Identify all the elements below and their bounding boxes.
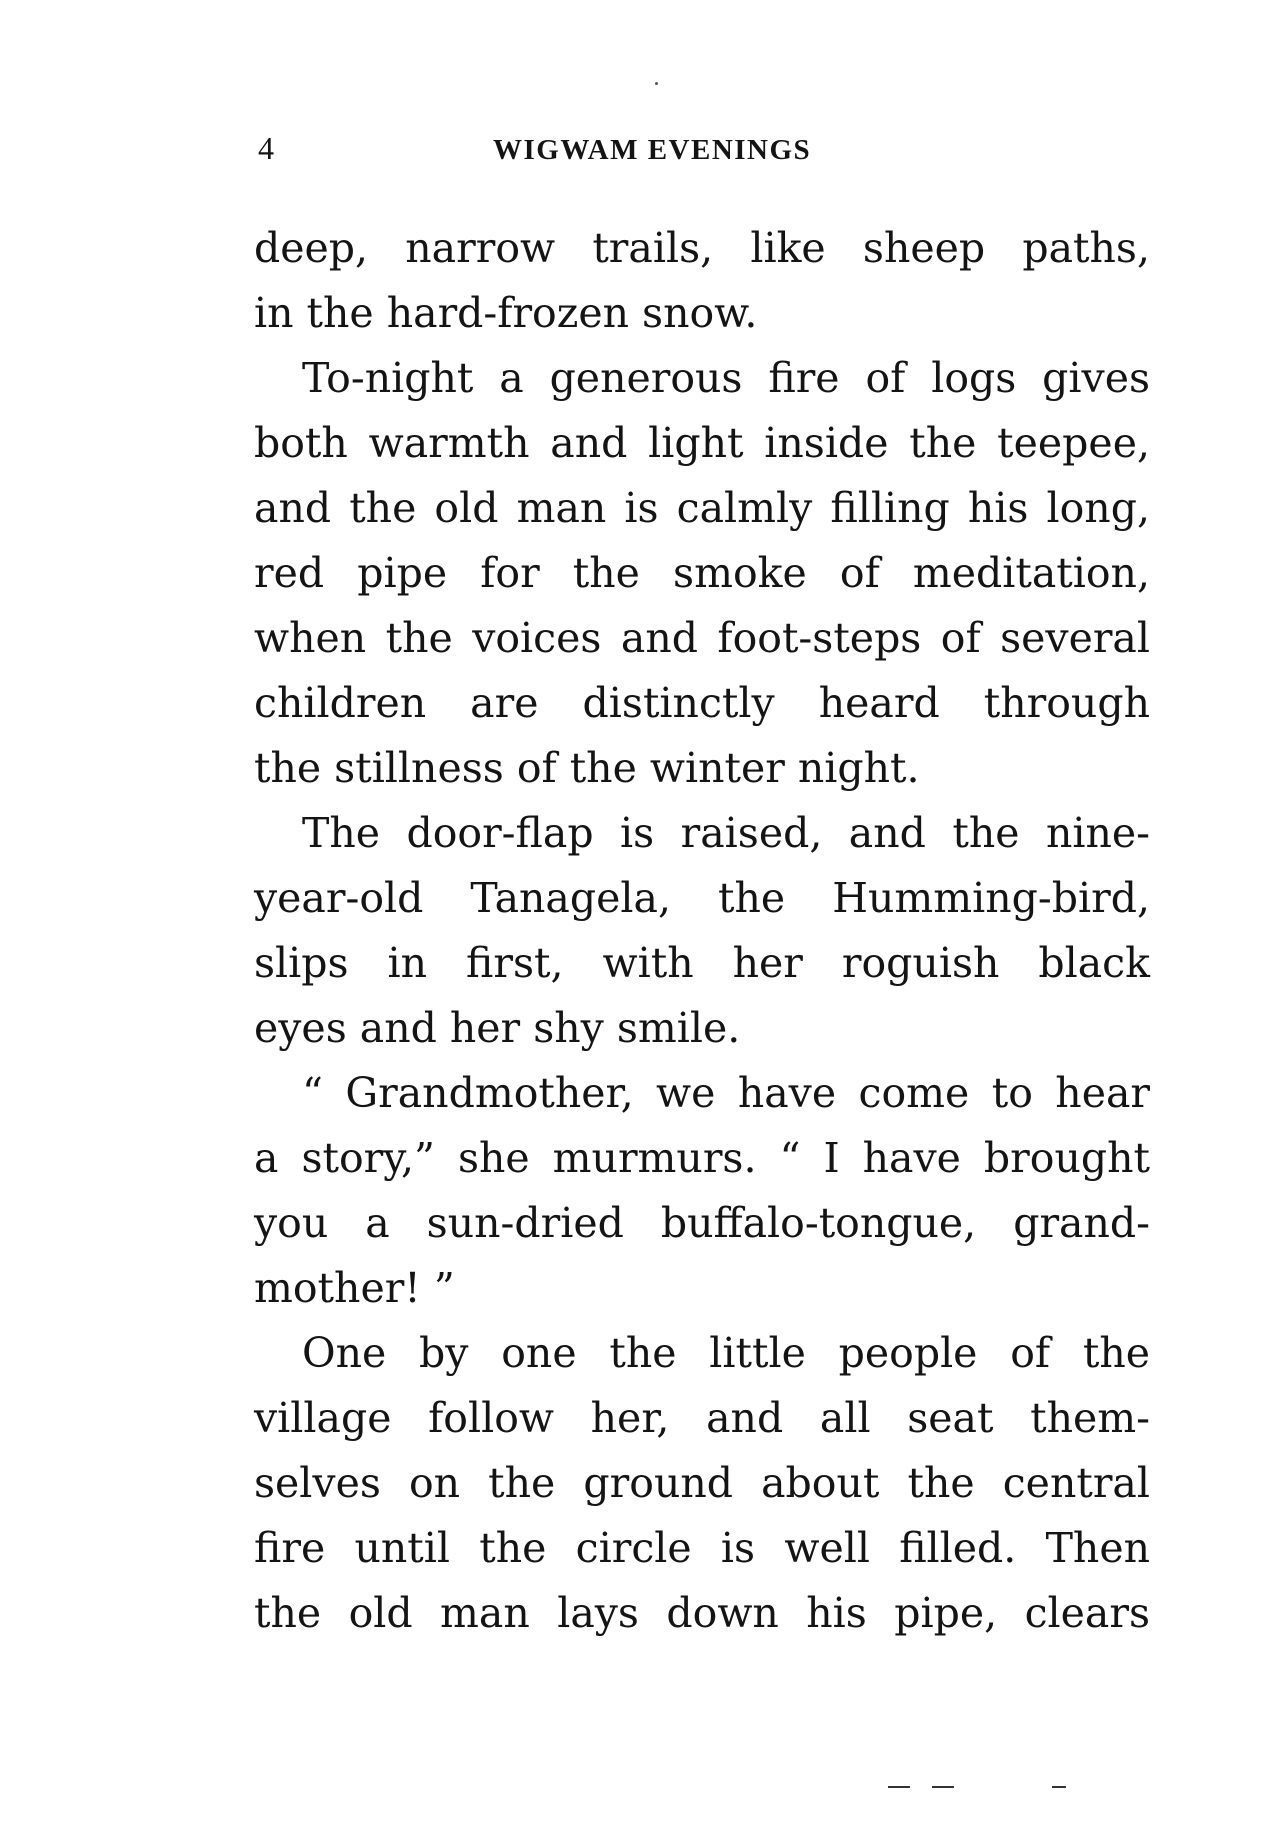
text-line: village follow her, and all seat them- (254, 1394, 1150, 1442)
text-line: selves on the ground about the central (254, 1459, 1150, 1507)
footer-dash (932, 1786, 954, 1788)
text-line: fire until the circle is well filled. Then (254, 1524, 1150, 1572)
text-line: year-old Tanagela, the Humming-bird, (254, 874, 1150, 922)
text-line: “ Grandmother, we have come to hear (302, 1069, 1150, 1117)
text-line: The door-flap is raised, and the nine- (302, 809, 1150, 857)
footer-marks (0, 1786, 1281, 1790)
running-title: WIGWAM EVENINGS (493, 134, 812, 166)
text-line: the stillness of the winter night. (254, 744, 920, 792)
footer-dash (888, 1786, 910, 1788)
text-line: red pipe for the smoke of meditation, (254, 549, 1150, 597)
page-number: 4 (258, 130, 274, 166)
text-line: slips in first, with her roguish black (254, 939, 1150, 987)
text-line: To-night a generous fire of logs gives (302, 354, 1150, 402)
body-text (254, 216, 1150, 1646)
text-line: deep, narrow trails, like sheep paths, (254, 224, 1150, 272)
text-line: both warmth and light inside the teepee, (254, 419, 1150, 467)
text-line: One by one the little people of the (302, 1329, 1150, 1377)
text-line: eyes and her shy smile. (254, 1004, 741, 1052)
text-line: in the hard-frozen snow. (254, 289, 758, 337)
text-line: you a sun-dried buffalo-tongue, grand- (254, 1199, 1150, 1247)
footer-dash (1052, 1786, 1066, 1788)
text-line: the old man lays down his pipe, clears (254, 1589, 1150, 1637)
text-line: when the voices and foot-steps of several (254, 614, 1150, 662)
page-header (258, 130, 1158, 180)
text-line: a story,” she murmurs. “ I have brought (254, 1134, 1150, 1182)
text-line: children are distinctly heard through (254, 679, 1150, 727)
text-line: and the old man is calmly filling his long, (254, 484, 1150, 532)
text-line: mother! ” (254, 1264, 455, 1312)
print-speck (655, 82, 658, 85)
